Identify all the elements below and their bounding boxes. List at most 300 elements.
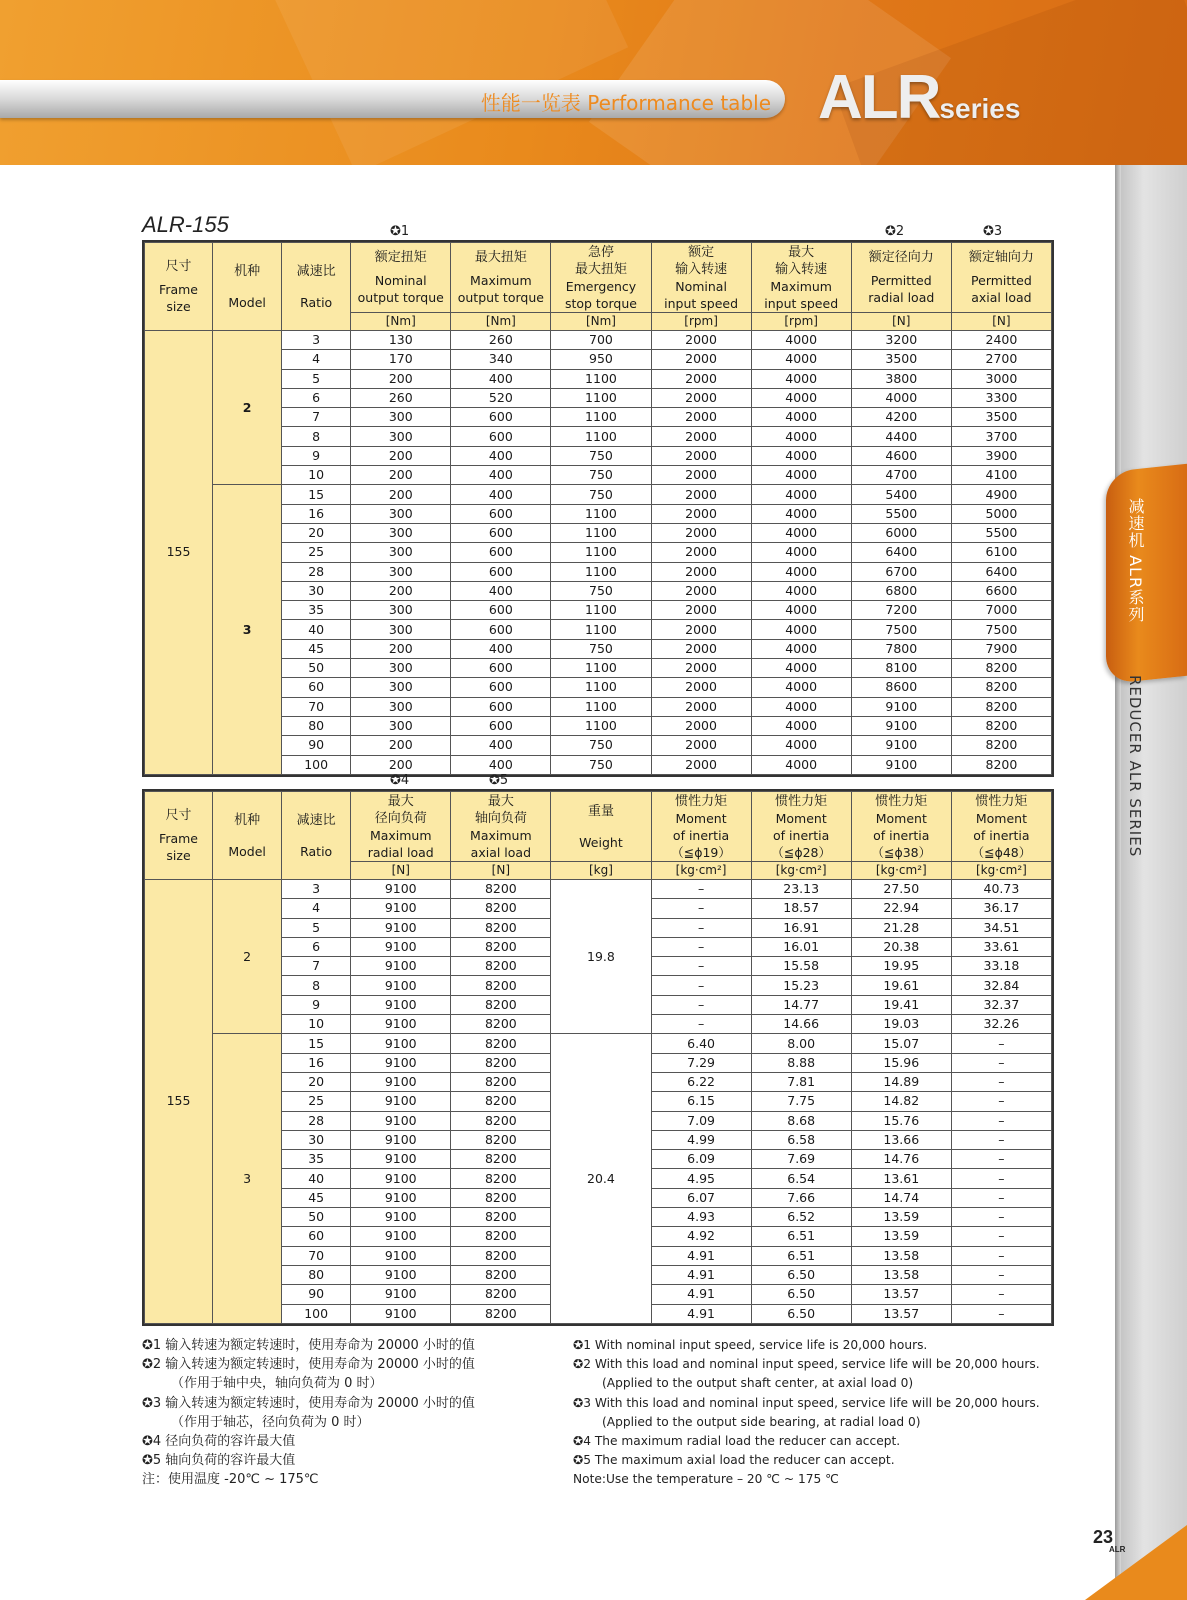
inertia-cell: – (951, 1285, 1051, 1304)
inertia-cell: 13.59 (851, 1208, 951, 1227)
note-line: (Applied to the output side bearing, at radial load 0) (602, 1414, 921, 1429)
unit-cell: [rpm] (651, 313, 751, 331)
value-cell: 9100 (351, 1111, 451, 1130)
value-cell: 9100 (351, 1130, 451, 1149)
value-cell: 8200 (451, 1169, 551, 1188)
note-line: （作用于轴中央，轴向负荷为 0 时） (171, 1376, 383, 1392)
value-cell: 2000 (651, 427, 751, 446)
ratio-cell: 3 (282, 880, 351, 899)
value-cell: 750 (551, 485, 651, 504)
value-cell: 7500 (851, 620, 951, 639)
value-cell: 2000 (651, 620, 751, 639)
page-number-badge (1085, 1525, 1187, 1600)
ratio-cell: 60 (282, 1227, 351, 1246)
value-cell: 9100 (351, 918, 451, 937)
weight-cell: 20.4 (551, 1034, 651, 1323)
page-number: 23 (1093, 1527, 1114, 1547)
unit-cell: [Nm] (451, 313, 551, 331)
radial-load-header: 额定径向力 Permitted radial load (851, 243, 951, 313)
value-cell: 750 (551, 736, 651, 755)
inertia-cell: 15.58 (751, 957, 851, 976)
value-cell: 1100 (551, 678, 651, 697)
value-cell: 750 (551, 639, 651, 658)
ratio-header: 减速比 Ratio (282, 243, 351, 331)
value-cell: 300 (351, 716, 451, 735)
value-cell: 7200 (851, 601, 951, 620)
value-cell: 8200 (451, 1130, 551, 1149)
inertia-cell: 4.91 (651, 1304, 751, 1323)
nominal-speed-header: 额定 输入转速 Nominal input speed (651, 243, 751, 313)
inertia-cell: 23.13 (751, 880, 851, 899)
value-cell: 300 (351, 523, 451, 542)
value-cell: 600 (451, 408, 551, 427)
value-cell: 8200 (451, 1034, 551, 1053)
ratio-cell: 100 (282, 1304, 351, 1323)
value-cell: 4000 (751, 466, 851, 485)
inertia-cell: 22.94 (851, 899, 951, 918)
value-cell: 4400 (851, 427, 951, 446)
value-cell: 5400 (851, 485, 951, 504)
note-line: ✪1 With nominal input speed, service life is 20,000 hours. (573, 1338, 928, 1352)
inertia-cell: – (951, 1072, 1051, 1091)
note-line: (Applied to the output shaft center, at axial load 0) (602, 1376, 914, 1391)
inertia-cell: 6.52 (751, 1208, 851, 1227)
inertia-cell: 14.89 (851, 1072, 951, 1091)
value-cell: 8200 (951, 716, 1051, 735)
value-cell: 4000 (751, 755, 851, 774)
inertia-cell: 6.15 (651, 1092, 751, 1111)
inertia-cell: 13.59 (851, 1227, 951, 1246)
value-cell: 4000 (751, 427, 851, 446)
inertia-cell: – (951, 1304, 1051, 1323)
value-cell: 300 (351, 543, 451, 562)
inertia-cell: 18.57 (751, 899, 851, 918)
value-cell: 8200 (451, 1111, 551, 1130)
inertia-cell: 15.96 (851, 1053, 951, 1072)
ratio-cell: 25 (282, 1092, 351, 1111)
ratio-cell: 7 (282, 957, 351, 976)
inertia-cell: 13.66 (851, 1130, 951, 1149)
ratio-cell: 25 (282, 543, 351, 562)
inertia-cell: 15.23 (751, 976, 851, 995)
value-cell: 3300 (951, 388, 1051, 407)
value-cell: 130 (351, 331, 451, 350)
value-cell: 8200 (451, 1092, 551, 1111)
ratio-cell: 4 (282, 350, 351, 369)
notes-english (573, 1336, 1040, 1490)
ratio-cell: 4 (282, 899, 351, 918)
inertia-cell: 7.29 (651, 1053, 751, 1072)
value-cell: 8200 (951, 697, 1051, 716)
value-cell: 950 (551, 350, 651, 369)
value-cell: 4000 (751, 736, 851, 755)
value-cell: 4700 (851, 466, 951, 485)
ratio-cell: 3 (282, 331, 351, 350)
inertia-cell: 16.91 (751, 918, 851, 937)
inertia-cell: 13.61 (851, 1169, 951, 1188)
ratio-cell: 28 (282, 1111, 351, 1130)
value-cell: 8200 (451, 880, 551, 899)
value-cell: 3500 (951, 408, 1051, 427)
value-cell: 200 (351, 466, 451, 485)
footnote-mark-1: ✪1 (390, 224, 410, 239)
value-cell: 1100 (551, 369, 651, 388)
value-cell: 2000 (651, 581, 751, 600)
inertia-cell: – (651, 1015, 751, 1034)
ratio-cell: 5 (282, 918, 351, 937)
value-cell: 8200 (451, 1304, 551, 1323)
value-cell: 1100 (551, 427, 651, 446)
note-line: ✪5 The maximum axial load the reducer can accept. (573, 1453, 895, 1468)
value-cell: 4200 (851, 408, 951, 427)
weight-cell: 19.8 (551, 880, 651, 1034)
value-cell: 8200 (951, 755, 1051, 774)
value-cell: 260 (351, 388, 451, 407)
value-cell: 200 (351, 485, 451, 504)
inertia-cell: 7.66 (751, 1188, 851, 1207)
inertia-cell: – (651, 995, 751, 1014)
value-cell: 4000 (751, 601, 851, 620)
value-cell: 2000 (651, 697, 751, 716)
inertia-cell: 13.57 (851, 1285, 951, 1304)
inertia-cell: – (951, 1130, 1051, 1149)
ratio-cell: 40 (282, 1169, 351, 1188)
frame-size-cell: 155 (145, 880, 213, 1324)
series-logo (818, 62, 1020, 133)
value-cell: 2000 (651, 678, 751, 697)
inertia-cell: – (951, 1092, 1051, 1111)
ratio-cell: 30 (282, 581, 351, 600)
unit-cell: [N] (351, 862, 451, 880)
value-cell: 170 (351, 350, 451, 369)
value-cell: 340 (451, 350, 551, 369)
ratio-cell: 16 (282, 1053, 351, 1072)
value-cell: 1100 (551, 716, 651, 735)
frame-size-header: 尺寸 Frame size (145, 243, 213, 331)
notes-chinese (142, 1336, 475, 1490)
inertia-cell: 6.07 (651, 1188, 751, 1207)
ratio-cell: 9 (282, 995, 351, 1014)
inertia-cell: 20.38 (851, 937, 951, 956)
inertia-cell: – (651, 880, 751, 899)
inertia-cell: 32.37 (951, 995, 1051, 1014)
inertia-cell: – (951, 1111, 1051, 1130)
inertia-cell: 6.58 (751, 1130, 851, 1149)
inertia-cell: 15.07 (851, 1034, 951, 1053)
value-cell: 4000 (751, 485, 851, 504)
value-cell: 1100 (551, 601, 651, 620)
unit-cell: [kg] (551, 862, 651, 880)
value-cell: 9100 (351, 1188, 451, 1207)
value-cell: 600 (451, 562, 551, 581)
ratio-cell: 10 (282, 1015, 351, 1034)
value-cell: 600 (451, 659, 551, 678)
value-cell: 300 (351, 601, 451, 620)
inertia-cell: 6.51 (751, 1246, 851, 1265)
inertia-cell: 19.41 (851, 995, 951, 1014)
value-cell: 600 (451, 523, 551, 542)
inertia-cell: 27.50 (851, 880, 951, 899)
inertia-cell: 8.68 (751, 1111, 851, 1130)
value-cell: 3800 (851, 369, 951, 388)
inertia-19-header: 惯性力矩 Moment of inertia （≦ϕ19） (651, 792, 751, 862)
value-cell: 9100 (351, 1169, 451, 1188)
value-cell: 8200 (951, 659, 1051, 678)
note-line: ✪4 径向负荷的容许最大值 (142, 1434, 296, 1450)
inertia-cell: 4.91 (651, 1246, 751, 1265)
inertia-cell: 14.74 (851, 1188, 951, 1207)
value-cell: 8600 (851, 678, 951, 697)
max-torque-header: 最大扭矩 Maximum output torque (451, 243, 551, 313)
inertia-cell: 7.69 (751, 1150, 851, 1169)
value-cell: 9100 (351, 995, 451, 1014)
value-cell: 400 (451, 485, 551, 504)
value-cell: 8200 (451, 995, 551, 1014)
value-cell: 400 (451, 755, 551, 774)
note-line: ✪5 轴向负荷的容许最大值 (142, 1453, 296, 1469)
value-cell: 400 (451, 581, 551, 600)
ratio-cell: 8 (282, 976, 351, 995)
value-cell: 3200 (851, 331, 951, 350)
ratio-cell: 35 (282, 601, 351, 620)
inertia-28-header: 惯性力矩 Moment of inertia （≦ϕ28） (751, 792, 851, 862)
value-cell: 6400 (951, 562, 1051, 581)
inertia-cell: 13.58 (851, 1265, 951, 1284)
inertia-cell: 6.09 (651, 1150, 751, 1169)
value-cell: 4000 (751, 562, 851, 581)
value-cell: 200 (351, 369, 451, 388)
inertia-cell: 6.22 (651, 1072, 751, 1091)
value-cell: 8200 (451, 976, 551, 995)
inertia-cell: 19.03 (851, 1015, 951, 1034)
ratio-cell: 5 (282, 369, 351, 388)
unit-cell: [Nm] (551, 313, 651, 331)
inertia-cell: 13.58 (851, 1246, 951, 1265)
ratio-cell: 28 (282, 562, 351, 581)
value-cell: 300 (351, 504, 451, 523)
value-cell: 4000 (751, 388, 851, 407)
value-cell: 9100 (351, 1092, 451, 1111)
value-cell: 4100 (951, 466, 1051, 485)
value-cell: 1100 (551, 543, 651, 562)
value-cell: 8200 (451, 1015, 551, 1034)
value-cell: 2000 (651, 543, 751, 562)
unit-cell: [N] (951, 313, 1051, 331)
value-cell: 600 (451, 427, 551, 446)
ratio-header: 减速比 Ratio (282, 792, 351, 880)
inertia-cell: – (651, 976, 751, 995)
value-cell: 9100 (351, 1072, 451, 1091)
value-cell: 1100 (551, 388, 651, 407)
frame-size-cell: 155 (145, 331, 213, 775)
note-line: ✪3 With this load and nominal input speed, service life will be 20,000 hours. (573, 1395, 1040, 1410)
model-cell: 2 (213, 331, 282, 485)
value-cell: 3900 (951, 446, 1051, 465)
inertia-cell: 14.76 (851, 1150, 951, 1169)
ratio-cell: 40 (282, 620, 351, 639)
value-cell: 600 (451, 678, 551, 697)
inertia-cell: – (651, 937, 751, 956)
inertia-cell: – (951, 1246, 1051, 1265)
value-cell: 2000 (651, 562, 751, 581)
note-line: ✪2 With this load and nominal input speed, service life will be 20,000 hours. (573, 1357, 1040, 1372)
value-cell: 300 (351, 659, 451, 678)
emergency-torque-header: 急停 最大扭矩 Emergency stop torque (551, 243, 651, 313)
value-cell: 9100 (351, 899, 451, 918)
value-cell: 4900 (951, 485, 1051, 504)
value-cell: 200 (351, 755, 451, 774)
value-cell: 4000 (751, 369, 851, 388)
inertia-cell: – (951, 1188, 1051, 1207)
ratio-cell: 45 (282, 639, 351, 658)
value-cell: 2000 (651, 485, 751, 504)
model-header: 机种 Model (213, 243, 282, 331)
value-cell: 6100 (951, 543, 1051, 562)
value-cell: 8200 (451, 957, 551, 976)
inertia-cell: 4.91 (651, 1285, 751, 1304)
ratio-cell: 20 (282, 523, 351, 542)
value-cell: 400 (451, 639, 551, 658)
note-line: ✪3 输入转速为额定转速时，使用寿命为 20000 小时的值 (142, 1395, 475, 1411)
value-cell: 6600 (951, 581, 1051, 600)
value-cell: 9100 (351, 957, 451, 976)
inertia-cell: 36.17 (951, 899, 1051, 918)
inertia-cell: – (651, 957, 751, 976)
unit-cell: [rpm] (751, 313, 851, 331)
value-cell: 4000 (751, 331, 851, 350)
side-tab-label: 减速机 ALR系列 (1126, 498, 1145, 624)
value-cell: 400 (451, 446, 551, 465)
inertia-cell: 6.51 (751, 1227, 851, 1246)
value-cell: 2000 (651, 523, 751, 542)
inertia-cell: 7.81 (751, 1072, 851, 1091)
value-cell: 300 (351, 562, 451, 581)
value-cell: 4000 (851, 388, 951, 407)
ratio-cell: 6 (282, 388, 351, 407)
table-row (145, 485, 1052, 504)
inertia-cell: 4.93 (651, 1208, 751, 1227)
inertia-cell: 14.77 (751, 995, 851, 1014)
inertia-cell: 6.54 (751, 1169, 851, 1188)
inertia-cell: 34.51 (951, 918, 1051, 937)
brand-suffix: series (939, 93, 1021, 124)
table-row (145, 880, 1052, 899)
value-cell: 6000 (851, 523, 951, 542)
ratio-cell: 20 (282, 1072, 351, 1091)
max-axial-load-header: 最大 轴向负荷 Maximum axial load (451, 792, 551, 862)
inertia-cell: 4.99 (651, 1130, 751, 1149)
table-row (145, 331, 1052, 350)
footnote-mark-3: ✪3 (983, 224, 1003, 239)
inertia-cell: 6.50 (751, 1304, 851, 1323)
weight-header: 重量 Weight (551, 792, 651, 862)
inertia-cell: – (951, 1227, 1051, 1246)
unit-cell: [kg·cm²] (651, 862, 751, 880)
inertia-cell: 15.76 (851, 1111, 951, 1130)
value-cell: 600 (451, 697, 551, 716)
ratio-cell: 15 (282, 1034, 351, 1053)
value-cell: 4000 (751, 446, 851, 465)
value-cell: 750 (551, 581, 651, 600)
ratio-cell: 70 (282, 1246, 351, 1265)
max-radial-load-header: 最大 径向负荷 Maximum radial load (351, 792, 451, 862)
ratio-cell: 50 (282, 659, 351, 678)
value-cell: 5500 (851, 504, 951, 523)
unit-cell: [kg·cm²] (751, 862, 851, 880)
value-cell: 9100 (351, 1053, 451, 1072)
value-cell: 2700 (951, 350, 1051, 369)
note-line: ✪1 输入转速为额定转速时，使用寿命为 20000 小时的值 (142, 1338, 475, 1353)
value-cell: 300 (351, 678, 451, 697)
value-cell: 2000 (651, 350, 751, 369)
value-cell: 9100 (351, 880, 451, 899)
value-cell: 7000 (951, 601, 1051, 620)
value-cell: 8200 (951, 678, 1051, 697)
value-cell: 2000 (651, 331, 751, 350)
ratio-cell: 6 (282, 937, 351, 956)
value-cell: 600 (451, 620, 551, 639)
value-cell: 9100 (351, 937, 451, 956)
value-cell: 400 (451, 369, 551, 388)
inertia-cell: – (651, 918, 751, 937)
inertia-cell: 14.66 (751, 1015, 851, 1034)
brand-name: ALR (818, 63, 940, 132)
value-cell: 300 (351, 408, 451, 427)
value-cell: 1100 (551, 408, 651, 427)
value-cell: 3500 (851, 350, 951, 369)
ratio-cell: 10 (282, 466, 351, 485)
value-cell: 8100 (851, 659, 951, 678)
value-cell: 300 (351, 427, 451, 446)
ratio-cell: 9 (282, 446, 351, 465)
footnote-mark-4: ✪4 (390, 773, 410, 788)
value-cell: 9100 (351, 976, 451, 995)
value-cell: 750 (551, 446, 651, 465)
value-cell: 2000 (651, 408, 751, 427)
value-cell: 8200 (451, 899, 551, 918)
value-cell: 3700 (951, 427, 1051, 446)
value-cell: 4000 (751, 659, 851, 678)
ratio-cell: 8 (282, 427, 351, 446)
inertia-cell: 16.01 (751, 937, 851, 956)
inertia-cell: 33.61 (951, 937, 1051, 956)
table-title: ALR-155 (142, 212, 229, 237)
value-cell: 2000 (651, 466, 751, 485)
value-cell: 8200 (451, 1188, 551, 1207)
value-cell: 3000 (951, 369, 1051, 388)
value-cell: 4000 (751, 581, 851, 600)
value-cell: 8200 (451, 1150, 551, 1169)
value-cell: 200 (351, 446, 451, 465)
value-cell: 9100 (851, 697, 951, 716)
value-cell: 600 (451, 504, 551, 523)
value-cell: 2000 (651, 755, 751, 774)
value-cell: 9100 (851, 736, 951, 755)
value-cell: 2400 (951, 331, 1051, 350)
value-cell: 8200 (451, 1265, 551, 1284)
value-cell: 600 (451, 716, 551, 735)
value-cell: 6700 (851, 562, 951, 581)
value-cell: 2000 (651, 736, 751, 755)
value-cell: 8200 (451, 1227, 551, 1246)
inertia-cell: 6.50 (751, 1265, 851, 1284)
inertia-cell: 19.61 (851, 976, 951, 995)
value-cell: 8200 (451, 1053, 551, 1072)
ratio-cell: 45 (282, 1188, 351, 1207)
value-cell: 5500 (951, 523, 1051, 542)
side-series-label: REDUCER ALR SERIES (1126, 675, 1144, 858)
inertia-cell: 8.88 (751, 1053, 851, 1072)
